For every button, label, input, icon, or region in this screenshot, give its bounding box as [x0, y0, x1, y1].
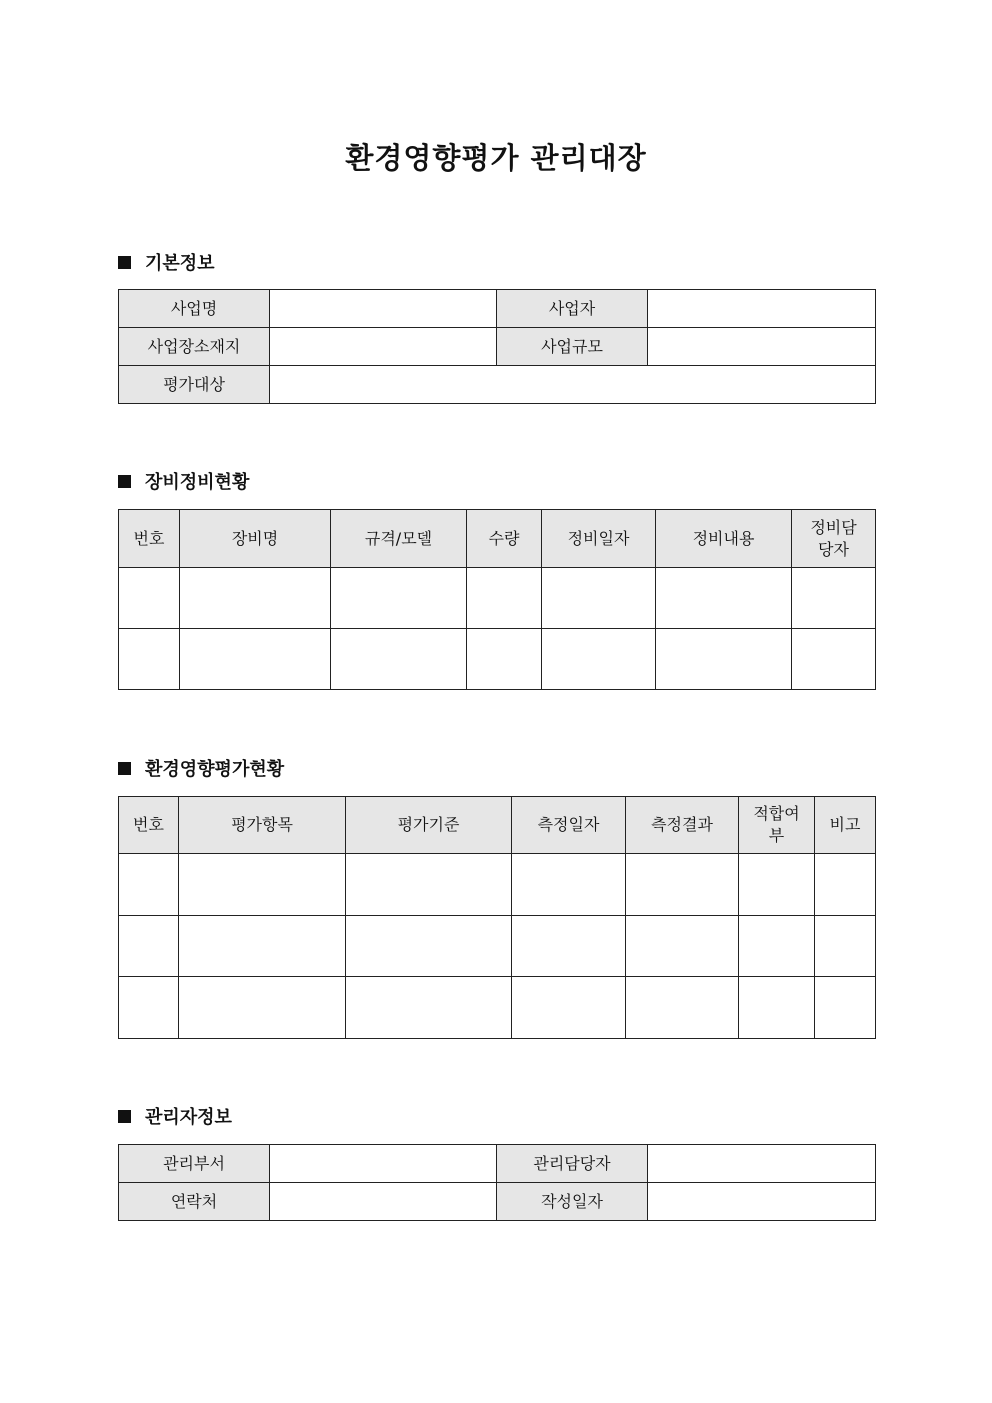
table-header-row [119, 797, 876, 854]
square-bullet-icon [118, 1110, 131, 1123]
table-cell[interactable] [180, 568, 331, 629]
table-cell[interactable] [739, 854, 815, 916]
table-row [119, 629, 876, 690]
field-date-written[interactable] [648, 1183, 876, 1221]
field-department[interactable] [270, 1145, 497, 1183]
table-cell[interactable] [346, 916, 512, 977]
col-header: 정비일자 [542, 510, 656, 568]
section-heading-manager-info [118, 1106, 232, 1130]
col-header [792, 510, 876, 568]
col-header: 측정결과 [626, 797, 739, 854]
field-target[interactable] [270, 366, 876, 404]
label-operator: 사업자 [497, 290, 648, 328]
section-heading-text: 관리자정보 [145, 1107, 232, 1128]
col-header-text: 적합여부 [753, 804, 800, 845]
table-cell[interactable] [626, 977, 739, 1039]
col-header: 비고 [815, 797, 876, 854]
table-cell[interactable] [467, 568, 542, 629]
label-business-name: 사업명 [119, 290, 270, 328]
col-header: 평가기준 [346, 797, 512, 854]
label-scale: 사업규모 [497, 328, 648, 366]
table-cell[interactable] [512, 854, 626, 916]
section-heading-text: 장비정비현황 [145, 472, 250, 493]
table-cell[interactable] [512, 977, 626, 1039]
col-header: 장비명 [180, 510, 331, 568]
label-manager: 관리담당자 [497, 1145, 648, 1183]
table-cell[interactable] [119, 629, 180, 690]
label-location: 사업장소재지 [119, 328, 270, 366]
square-bullet-icon [118, 475, 131, 488]
col-header: 정비내용 [656, 510, 792, 568]
field-business-name[interactable] [270, 290, 497, 328]
col-header: 수량 [467, 510, 542, 568]
table-cell[interactable] [331, 629, 467, 690]
table-cell[interactable] [119, 568, 180, 629]
table-cell[interactable] [119, 916, 179, 977]
field-location[interactable] [270, 328, 497, 366]
assessment-table [118, 796, 876, 1039]
table-cell[interactable] [739, 916, 815, 977]
table-cell[interactable] [792, 568, 876, 629]
document-title: 환경영향평가 관리대장 [345, 141, 647, 175]
section-heading-assessment [118, 758, 284, 782]
table-header-row [119, 510, 876, 568]
square-bullet-icon [118, 762, 131, 775]
field-contact[interactable] [270, 1183, 497, 1221]
table-cell[interactable] [512, 916, 626, 977]
table-cell[interactable] [179, 854, 346, 916]
section-heading-text: 기본정보 [145, 253, 215, 274]
label-date-written: 작성일자 [497, 1183, 648, 1221]
label-target: 평가대상 [119, 366, 270, 404]
table-cell[interactable] [656, 629, 792, 690]
section-heading-text: 환경영향평가현황 [145, 759, 285, 780]
square-bullet-icon [118, 256, 131, 269]
table-cell[interactable] [346, 977, 512, 1039]
field-scale[interactable] [648, 328, 876, 366]
table-row [119, 366, 876, 404]
table-row [119, 568, 876, 629]
table-cell[interactable] [119, 977, 179, 1039]
label-department: 관리부서 [119, 1145, 270, 1183]
table-cell[interactable] [792, 629, 876, 690]
col-header-text: 정비담당자 [810, 517, 857, 559]
table-cell[interactable] [815, 977, 876, 1039]
table-row [119, 1183, 876, 1221]
table-cell[interactable] [542, 568, 656, 629]
section-heading-basic-info [118, 252, 215, 276]
table-cell[interactable] [331, 568, 467, 629]
table-row [119, 854, 876, 916]
table-row [119, 328, 876, 366]
field-operator[interactable] [648, 290, 876, 328]
table-row [119, 1145, 876, 1183]
section-heading-equipment [118, 471, 249, 495]
col-header: 측정일자 [512, 797, 626, 854]
table-cell[interactable] [739, 977, 815, 1039]
table-cell[interactable] [179, 977, 346, 1039]
table-cell[interactable] [815, 854, 876, 916]
table-cell[interactable] [346, 854, 512, 916]
table-cell[interactable] [626, 854, 739, 916]
table-cell[interactable] [467, 629, 542, 690]
table-cell[interactable] [119, 854, 179, 916]
table-cell[interactable] [626, 916, 739, 977]
col-header: 평가항목 [179, 797, 346, 854]
table-cell[interactable] [815, 916, 876, 977]
field-manager[interactable] [648, 1145, 876, 1183]
col-header: 번호 [119, 797, 179, 854]
col-header: 규격/모델 [331, 510, 467, 568]
table-row [119, 290, 876, 328]
table-row [119, 916, 876, 977]
col-header [739, 797, 815, 854]
col-header: 번호 [119, 510, 180, 568]
label-contact: 연락처 [119, 1183, 270, 1221]
table-cell[interactable] [180, 629, 331, 690]
manager-info-table [118, 1144, 876, 1221]
table-cell[interactable] [542, 629, 656, 690]
table-cell[interactable] [656, 568, 792, 629]
basic-info-table [118, 289, 876, 404]
table-cell[interactable] [179, 916, 346, 977]
table-row [119, 977, 876, 1039]
equipment-table [118, 509, 876, 690]
